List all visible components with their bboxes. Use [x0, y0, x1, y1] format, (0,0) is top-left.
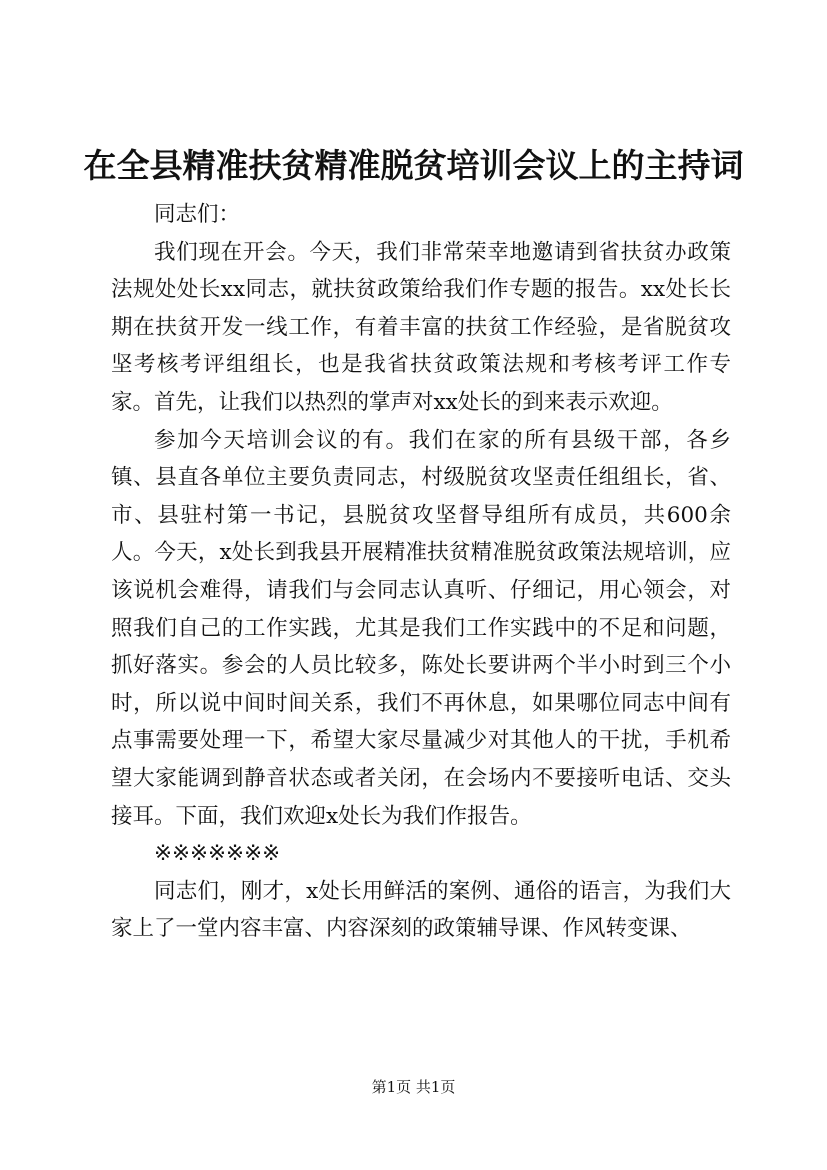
document-body — [111, 196, 731, 948]
paragraph-salutation: 同志们： — [154, 202, 241, 227]
page-footer: 第1页 共1页 — [371, 1078, 456, 1096]
section-separator: ※※※※※※※ — [154, 841, 281, 867]
document-title: 在全县精准扶贫精准脱贫培训会议上的主持词 — [83, 146, 744, 185]
paragraph-attendees: 参加今天培训会议的有。我们在家的所有县级干部，各乡镇、县直各单位主要负责同志，村级脱贫攻坚责任组组长，省、市、县驻村第一书记，县脱贫攻坚督导组所有成员，共600余人。今天，x处长到我县开展精准扶贫精准脱贫政策法规培训，应该说机会难得，请我们与会同志认真听、仔细记，用心领会，对照我们自己的工作实践，尤其是我们工作实践中的不足和问题，抓好落实。参会的人员比较多，陈处长要讲两个半小时到三个小时，所以说中间时间关系，我们不再休息，如果哪位同志中间有点事需要处理一下，希望大家尽量减少对其他人的干扰，手机希望大家能调到静音状态或者关闭，在会场内不要接听电话、交头接耳。下面，我们欢迎x处长为我们作报告。 — [111, 427, 731, 829]
paragraph-closing: 同志们，刚才，x处长用鲜活的案例、通俗的语言，为我们大家上了一堂内容丰富、内容深刻的政策辅导课、作风转变课、 — [111, 878, 731, 942]
paragraph-opening: 我们现在开会。今天，我们非常荣幸地邀请到省扶贫办政策法规处处长xx同志，就扶贫政策给我们作专题的报告。xx处长长期在扶贫开发一线工作，有着丰富的扶贫工作经验，是省脱贫攻坚考核考评组组长，也是我省扶贫政策法规和考核考评工作专家。首先，让我们以热烈的掌声对xx处长的到来表示欢迎。 — [111, 239, 731, 415]
